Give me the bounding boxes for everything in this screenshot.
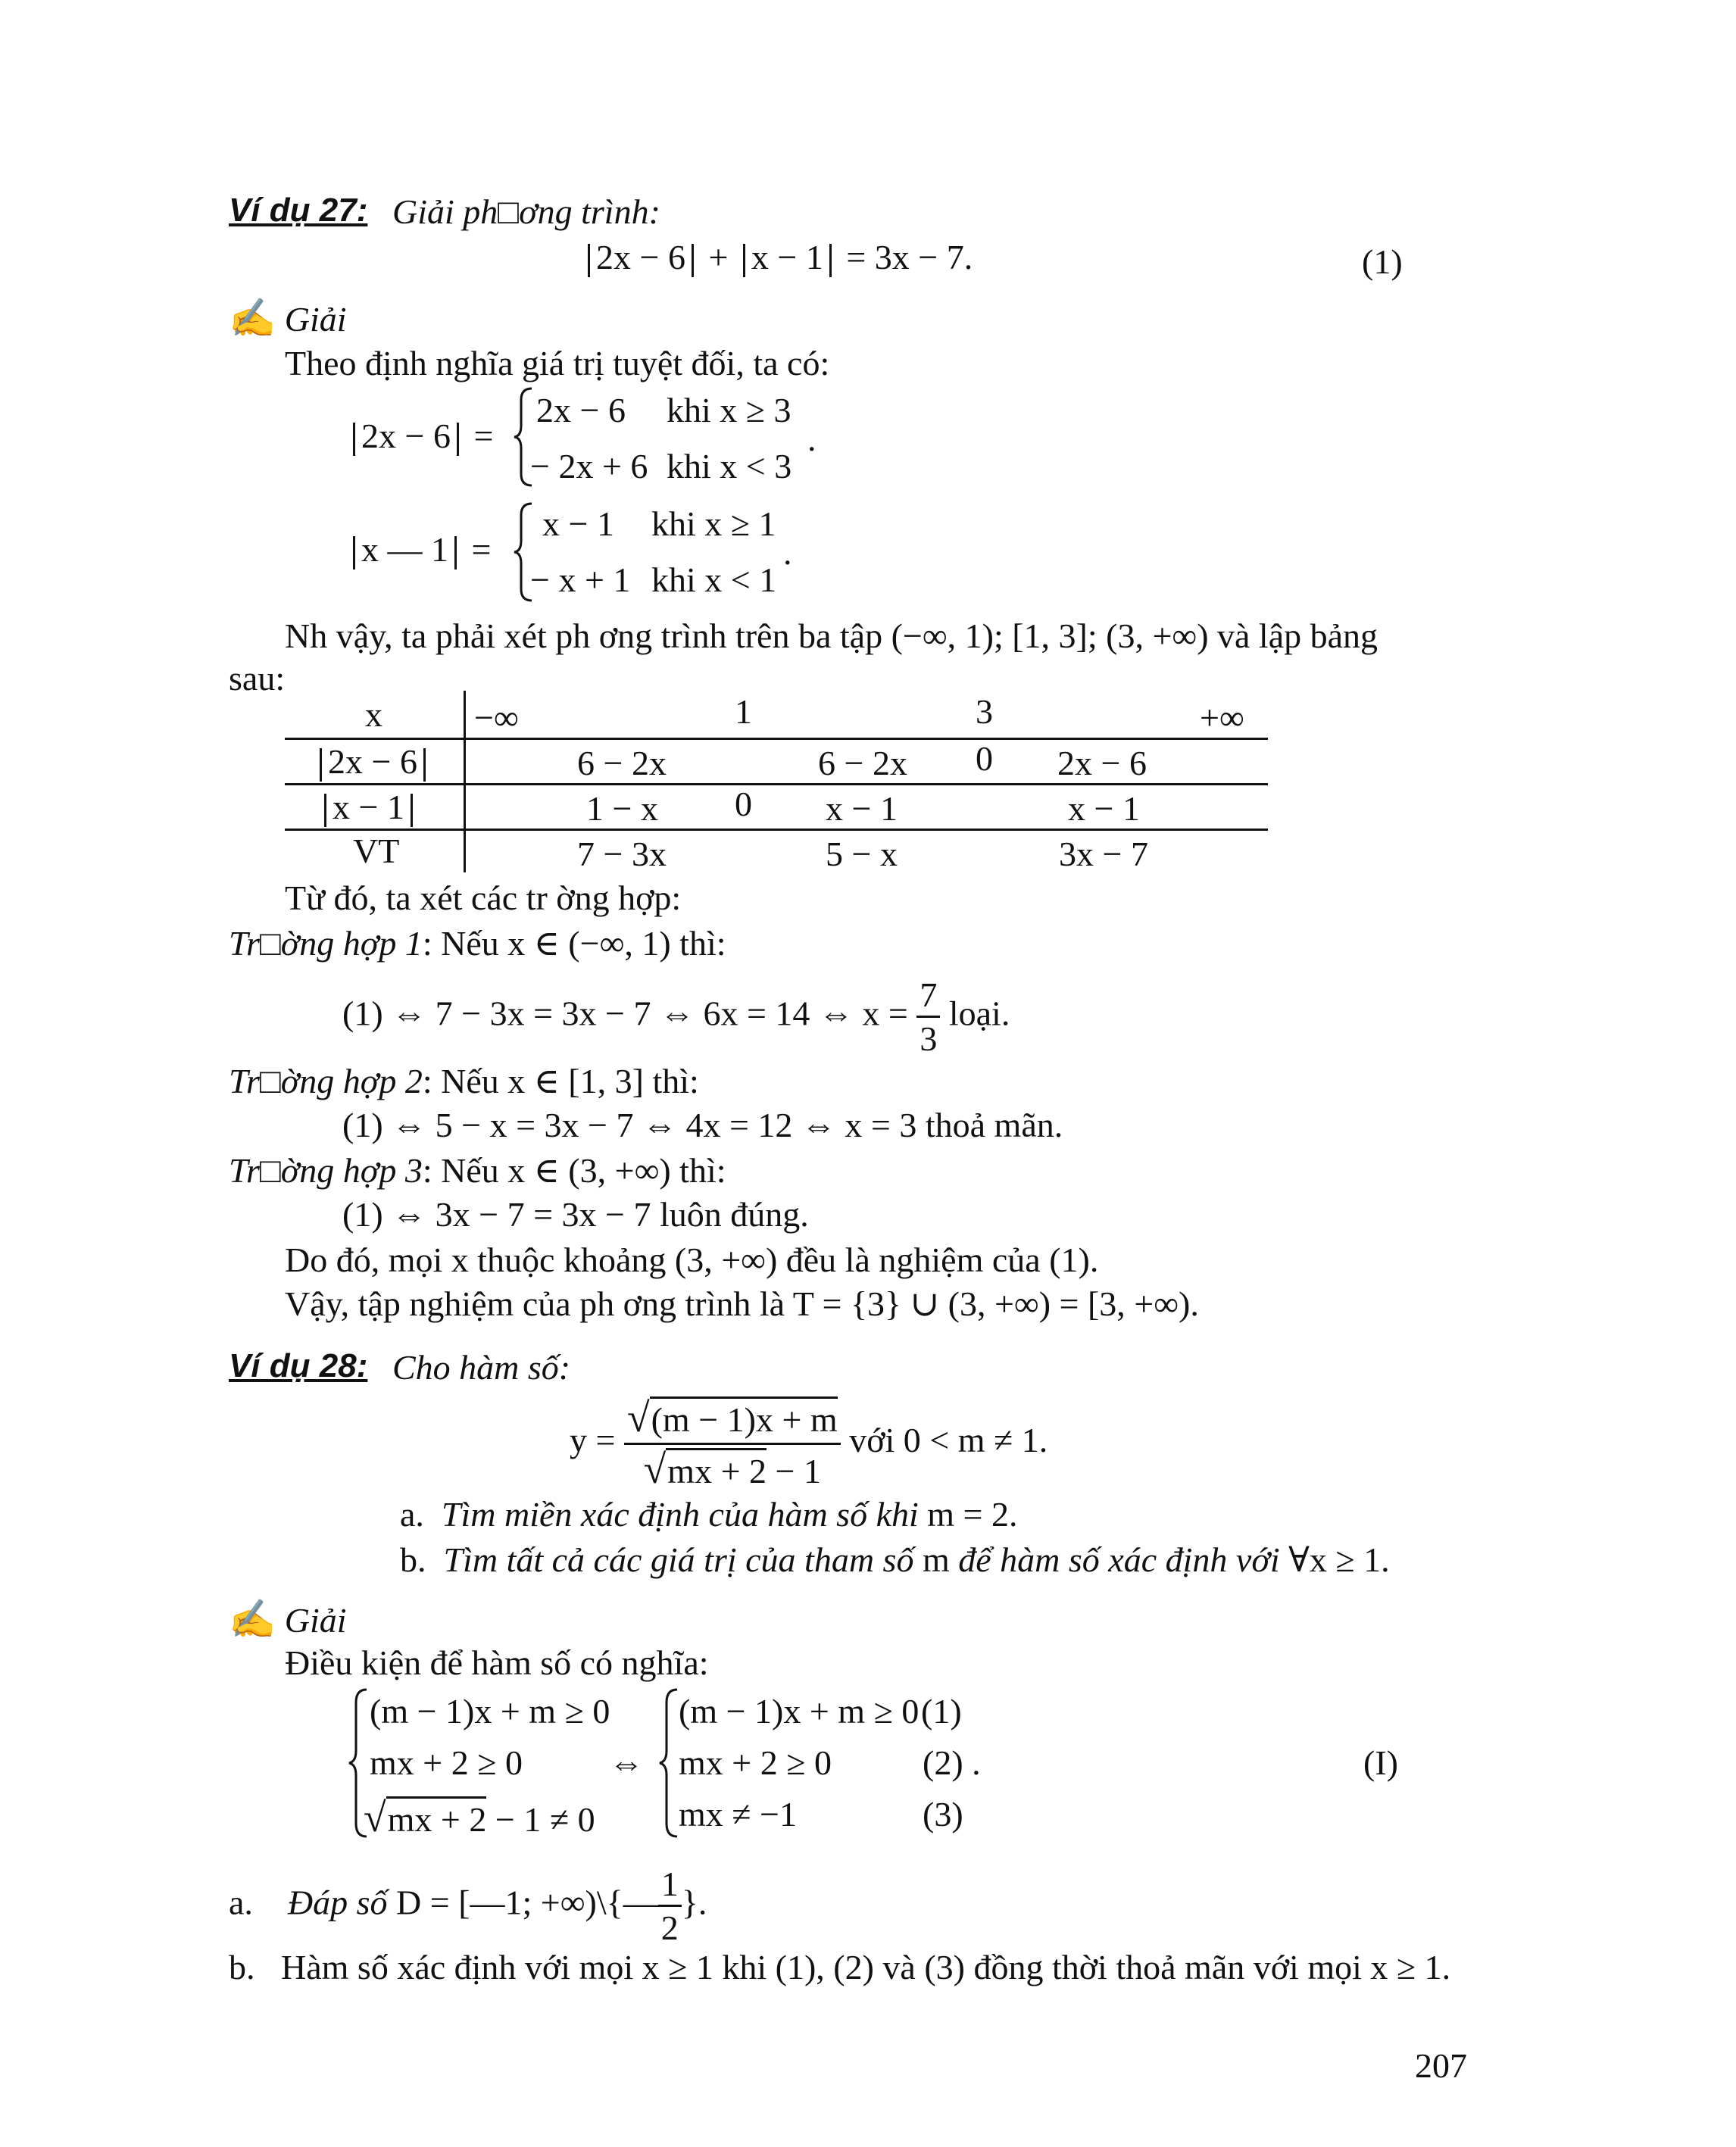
equation-1-term-a: 2x − 6 (596, 238, 685, 276)
answer-a-equation: D = [—1; +∞)\{— (396, 1883, 658, 1922)
table-row2-cell3: x − 1 (1068, 789, 1140, 828)
answer-a-letter: a. (229, 1883, 253, 1922)
table-row2-zero: 0 (735, 785, 752, 823)
abs2-lhs-text: x — 1 (361, 530, 448, 569)
pencil-icon: ✍ (229, 1598, 276, 1640)
question-a (400, 1493, 1018, 1535)
equation-1-plus: + (708, 238, 729, 276)
case-1-equation (342, 974, 1010, 1059)
conclusion-2: Vậy, tập nghiệm của ph ơng trình là T = {3} ∪ (3, +∞) = [3, +∞). (285, 1284, 1199, 1323)
equation-1-tag: (1) (1362, 242, 1403, 281)
equation-1-rhs: = 3x − 7. (846, 238, 973, 276)
question-a-tail: m = 2. (927, 1495, 1018, 1534)
case-2-text: : Nếu x ∈ [1, 3] thì: (422, 1062, 699, 1100)
abs1-dot: . (807, 420, 816, 458)
system-right-tag3: (3) (923, 1795, 963, 1833)
case-3-text: : Nếu x ∈ (3, +∞) thì: (422, 1151, 726, 1190)
abs2-row1-expr: x − 1 (542, 504, 614, 543)
abs-bar (353, 536, 355, 570)
abs2-row1-cond: khi x ≥ 1 (651, 504, 776, 543)
table-row2-cell1: 1 − x (586, 789, 658, 828)
abs1-eq-sign: = (473, 417, 494, 455)
case-1-text: : Nếu x ∈ (−∞, 1) thì: (422, 924, 726, 963)
function-denominator (624, 1445, 841, 1494)
table-row2-label-text: x − 1 (333, 788, 404, 826)
system-right-tag2: (2) . (923, 1743, 981, 1782)
fraction-1-2 (658, 1863, 682, 1949)
table-header-3: 3 (976, 692, 993, 731)
table-row1-cell2: 6 − 2x (818, 744, 907, 782)
solution-2-heading-text: Giải (284, 1601, 347, 1640)
abs-bar (353, 423, 355, 456)
pencil-icon: ✍ (229, 297, 276, 339)
case-3-title: Tr□ờng hợp 3 (229, 1151, 423, 1190)
system-tag: (I) (1363, 1743, 1398, 1782)
question-a-letter: a. (400, 1495, 424, 1534)
case-3-heading (229, 1150, 726, 1191)
answer-a-close: }. (681, 1883, 707, 1922)
case-1-heading (229, 922, 726, 964)
system-left-line2: mx + 2 ≥ 0 (370, 1743, 523, 1782)
abs2-eq-sign: = (471, 530, 492, 569)
solution-1-intro: Theo định nghĩa giá trị tuyệt đối, ta có: (285, 344, 830, 382)
solution-2-heading (229, 1596, 347, 1642)
solution-1-heading (229, 295, 347, 341)
system-right-tag1: (1) (921, 1692, 962, 1730)
table-header-1: 1 (735, 692, 752, 731)
answer-b-text: Hàm số xác định với mọi x ≥ 1 khi (1), (2) và (3) đồng thời thoả mãn với mọi x ≥ 1. (281, 1948, 1451, 1986)
table-row3-label: VT (353, 832, 400, 870)
question-b-tail: ∀x ≥ 1. (1288, 1540, 1390, 1579)
y-equals: y = (570, 1420, 616, 1459)
table-vertical-line (464, 691, 466, 872)
denominator-radicand: mx + 2 (666, 1448, 767, 1492)
question-b-text: Tìm tất cả các giá trị của tham số (443, 1540, 914, 1579)
table-row1-zero: 0 (976, 739, 993, 778)
abs2-dot: . (783, 533, 792, 572)
example-28-prompt: Cho hàm số: (392, 1348, 571, 1387)
solution-1-para-line1: Nh vậy, ta phải xét ph ơng trình trên ba tập (−∞, 1); [1, 3]; (3, +∞) và lập bảng (285, 616, 1378, 655)
system-right-line3: mx ≠ −1 (679, 1795, 797, 1833)
abs-bar (423, 748, 426, 782)
solution-1-para-line2: sau: (229, 659, 286, 697)
fraction-numerator: 1 (658, 1863, 682, 1907)
abs1-row1-cond: khi x ≥ 3 (667, 391, 792, 429)
table-row2-cell2: x − 1 (826, 789, 898, 828)
case-2-equation: (1) ⇔ 5 − x = 3x − 7 ⇔ 4x = 12 ⇔ x = 3 thoả mãn. (342, 1106, 1063, 1144)
case-1-title: Tr□ờng hợp 1 (229, 924, 423, 963)
abs1-row1-expr: 2x − 6 (536, 391, 626, 429)
abs1-row2-expr: − 2x + 6 (530, 447, 648, 485)
answer-a-label: Đáp số (287, 1883, 388, 1922)
question-a-text: Tìm miền xác định của hàm số khi (441, 1495, 919, 1534)
table-row1-label-text: 2x − 6 (328, 742, 417, 781)
abs-bar (454, 536, 457, 570)
table-row3-cell3: 3x − 7 (1059, 835, 1148, 873)
answer-b (229, 1946, 1450, 1988)
question-b-letter: b. (400, 1540, 426, 1579)
function-fraction (624, 1393, 841, 1494)
equation-1 (582, 236, 973, 278)
abs-bar (829, 244, 832, 277)
solution-2-intro: Điều kiện để hàm số có nghĩa: (285, 1643, 709, 1682)
answer-b-letter: b. (229, 1948, 255, 1986)
sqrt-icon: √ (364, 1795, 386, 1840)
table-row1-cell3: 2x − 6 (1057, 744, 1147, 782)
iff-sign: ⇔ (609, 1743, 644, 1782)
system-left-line3-radicand: mx + 2 (386, 1796, 487, 1840)
case-2-title: Tr□ờng hợp 2 (229, 1062, 423, 1100)
conclusion-1: Do đó, mọi x thuộc khoảng (3, +∞) đều là nghiệm của (1). (285, 1240, 1099, 1279)
function-condition: với 0 < m ≠ 1. (849, 1420, 1048, 1459)
example-27-prompt: Giải ph□ơng trình: (392, 192, 660, 231)
abs-bar (320, 748, 322, 782)
cases-lead: Từ đó, ta xét các tr ờng hợp: (285, 878, 682, 917)
function-definition (570, 1393, 1048, 1494)
abs2-lhs (347, 529, 491, 570)
fraction-denominator: 2 (660, 1908, 679, 1948)
question-b-text2: để hàm số xác định với (958, 1540, 1280, 1579)
table-header-x: x (365, 695, 382, 734)
abs2-row2-expr: − x + 1 (530, 560, 631, 599)
case-3-equation: (1) ⇔ 3x − 7 = 3x − 7 luôn đúng. (342, 1195, 809, 1234)
fraction-7-3 (916, 974, 940, 1059)
case-2-heading (229, 1060, 699, 1102)
abs1-lhs (347, 415, 493, 457)
fraction-numerator: 7 (916, 974, 940, 1018)
abs-bar (324, 794, 326, 827)
table-row3-cell1: 7 − 3x (577, 835, 667, 873)
abs-bar (457, 423, 459, 456)
system-right-line1: (m − 1)x + m ≥ 0 (679, 1692, 920, 1730)
table-header-pos-inf: +∞ (1200, 698, 1244, 737)
solution-1-heading-text: Giải (284, 300, 347, 339)
system-left-line3 (364, 1793, 595, 1843)
page-number: 207 (1415, 2046, 1467, 2085)
function-numerator (624, 1393, 841, 1445)
system-left-line1: (m − 1)x + m ≥ 0 (370, 1692, 610, 1730)
table-line (285, 738, 1268, 740)
system-right-line2: mx + 2 ≥ 0 (679, 1743, 832, 1782)
case-1-eq-text: (1) ⇔ 7 − 3x = 3x − 7 ⇔ 6x = 14 ⇔ x = (342, 994, 908, 1033)
answer-a (229, 1863, 707, 1949)
table-row2-label (318, 786, 419, 828)
equation-1-term-b: x − 1 (751, 238, 823, 276)
abs-bar (743, 244, 745, 277)
sqrt-icon: √ (626, 1395, 650, 1440)
abs-bar (692, 244, 694, 277)
denominator-tail: − 1 (767, 1451, 821, 1490)
table-header-neg-inf: −∞ (474, 698, 519, 737)
abs-bar (411, 794, 413, 827)
fraction-denominator: 3 (920, 1019, 938, 1059)
abs1-row2-cond: khi x < 3 (667, 447, 792, 485)
question-b-m: m (922, 1540, 950, 1579)
sqrt-icon: √ (643, 1446, 667, 1492)
case-1-tail: loại. (948, 994, 1010, 1033)
table-row3-cell2: 5 − x (826, 835, 898, 873)
table-row1-cell1: 6 − 2x (577, 744, 667, 782)
numerator-radicand: (m − 1)x + m (650, 1396, 838, 1440)
abs1-lhs-text: 2x − 6 (361, 417, 451, 455)
example-27-label: Ví dụ 27: (229, 192, 368, 229)
brace-icon (657, 1687, 680, 1839)
system-left-line3-tail: − 1 ≠ 0 (486, 1800, 595, 1839)
question-b (400, 1539, 1390, 1581)
example-28-label: Ví dụ 28: (229, 1347, 368, 1384)
abs2-row2-cond: khi x < 1 (651, 560, 777, 599)
table-row1-label (314, 741, 432, 782)
abs-bar (588, 244, 590, 277)
